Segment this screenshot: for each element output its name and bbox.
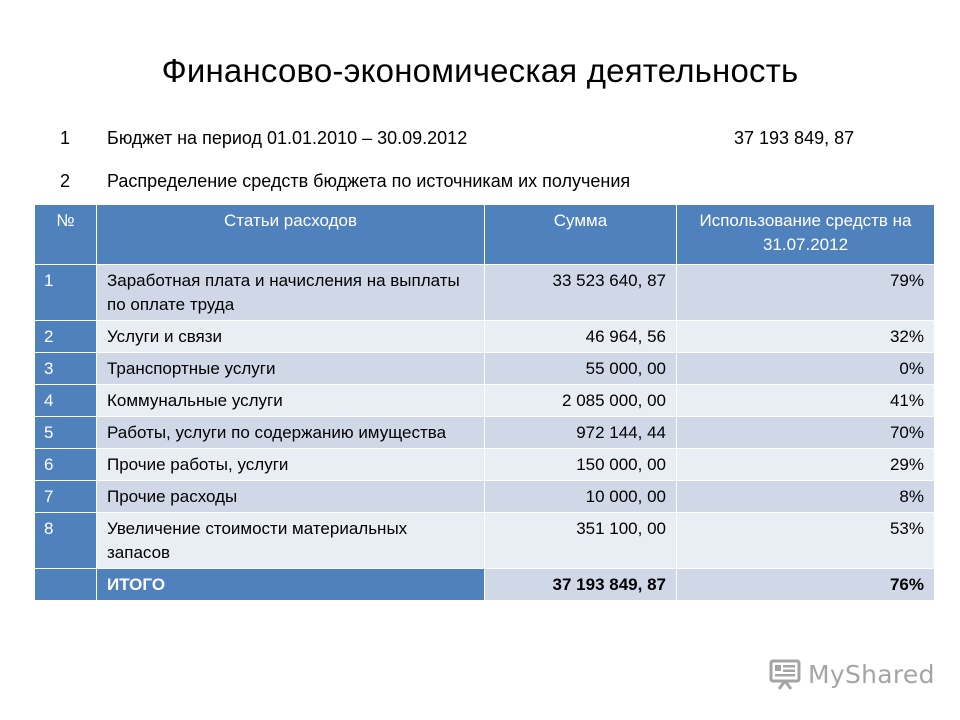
row-sum: 972 144, 44	[485, 417, 677, 449]
row-number: 3	[35, 353, 97, 385]
page-title: Финансово-экономическая деятельность	[161, 52, 799, 89]
row-item: Коммунальные услуги	[97, 385, 485, 417]
info-amount: 37 193 849, 87	[734, 128, 855, 148]
row-usage: 53%	[677, 513, 935, 569]
total-number	[35, 569, 97, 601]
table-row	[35, 265, 935, 321]
table-row	[35, 385, 935, 417]
row-usage: 29%	[677, 449, 935, 481]
row-item: Работы, услуги по содержанию имущества	[97, 417, 485, 449]
row-item: Прочие работы, услуги	[97, 449, 485, 481]
total-row	[35, 569, 935, 601]
watermark-text: MyShared	[808, 659, 935, 689]
row-usage: 32%	[677, 321, 935, 353]
row-item: Транспортные услуги	[97, 353, 485, 385]
table-header-row	[35, 205, 935, 265]
table-row	[35, 417, 935, 449]
row-usage: 79%	[677, 265, 935, 321]
row-item: Заработная плата и начисления на выплаты по оплате труда	[97, 265, 485, 321]
row-number: 2	[35, 321, 97, 353]
table-row	[35, 513, 935, 569]
expenses-table	[34, 204, 935, 601]
header-number: №	[35, 205, 97, 265]
info-number: 2	[60, 171, 71, 191]
total-sum: 37 193 849, 87	[485, 569, 677, 601]
row-sum: 351 100, 00	[485, 513, 677, 569]
row-number: 8	[35, 513, 97, 569]
info-text: Распределение средств бюджета по источникам их получения	[107, 171, 631, 191]
row-sum: 10 000, 00	[485, 481, 677, 513]
watermark	[768, 656, 935, 692]
row-number: 6	[35, 449, 97, 481]
row-number: 5	[35, 417, 97, 449]
row-sum: 33 523 640, 87	[485, 265, 677, 321]
header-item: Статьи расходов	[97, 205, 485, 265]
row-number: 1	[35, 265, 97, 321]
row-number: 4	[35, 385, 97, 417]
row-sum: 150 000, 00	[485, 449, 677, 481]
row-sum: 46 964, 56	[485, 321, 677, 353]
total-usage: 76%	[677, 569, 935, 601]
presentation-board-icon	[768, 657, 802, 691]
row-usage: 0%	[677, 353, 935, 385]
row-item: Услуги и связи	[97, 321, 485, 353]
row-usage: 70%	[677, 417, 935, 449]
header-usage: Использование средств на 31.07.2012	[677, 205, 935, 265]
info-number: 1	[60, 128, 71, 148]
total-label: ИТОГО	[97, 569, 485, 601]
header-sum: Сумма	[485, 205, 677, 265]
info-text: Бюджет на период 01.01.2010 – 30.09.2012	[107, 128, 468, 148]
row-item: Увеличение стоимости материальных запасов	[97, 513, 485, 569]
row-item: Прочие расходы	[97, 481, 485, 513]
table-row	[35, 449, 935, 481]
table-row	[35, 481, 935, 513]
row-usage: 8%	[677, 481, 935, 513]
table-row	[35, 353, 935, 385]
row-sum: 2 085 000, 00	[485, 385, 677, 417]
row-number: 7	[35, 481, 97, 513]
row-usage: 41%	[677, 385, 935, 417]
row-sum: 55 000, 00	[485, 353, 677, 385]
table-row	[35, 321, 935, 353]
